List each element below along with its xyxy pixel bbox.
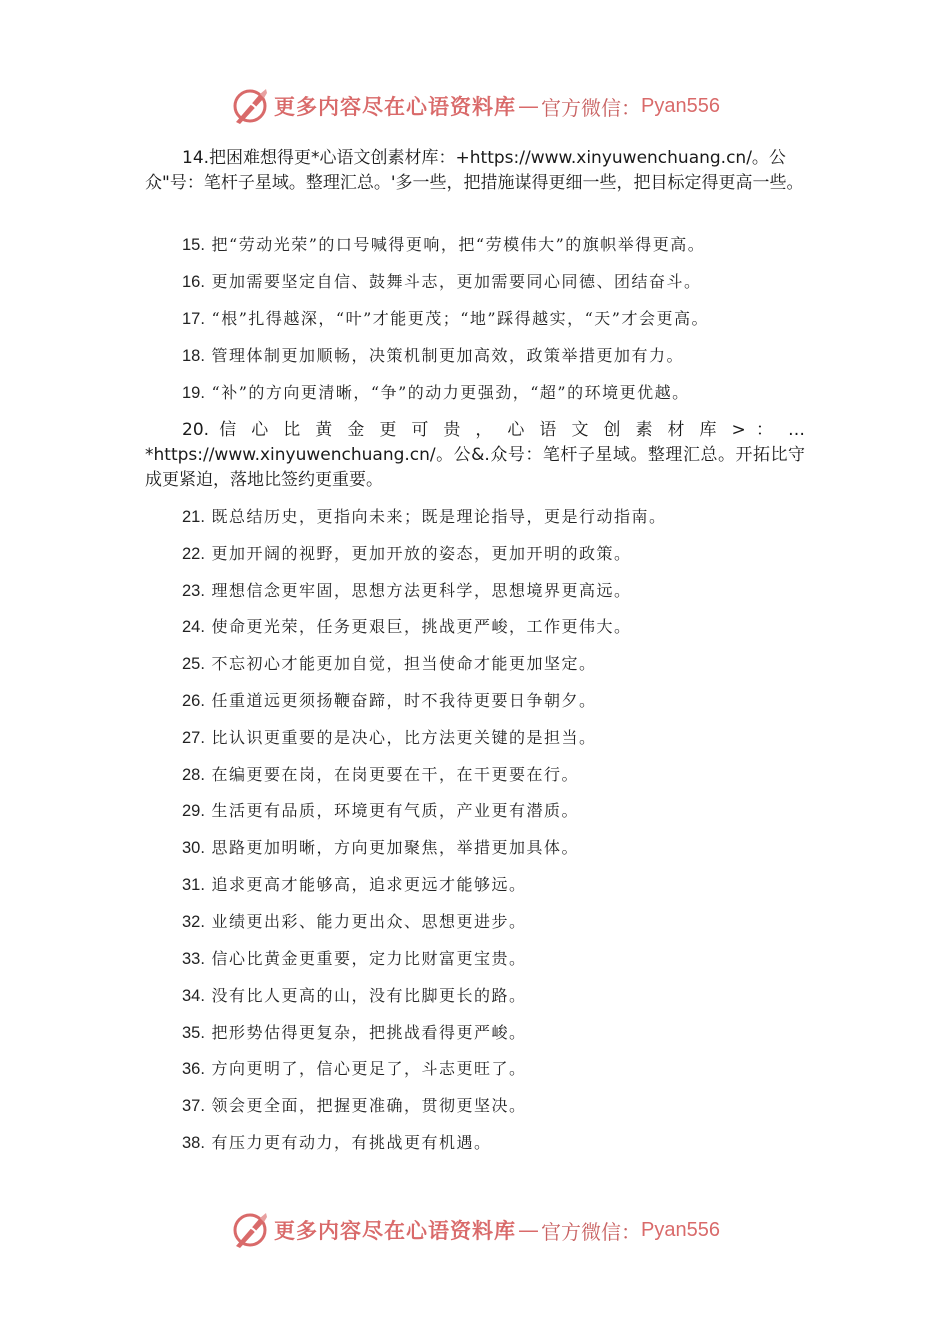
item-number: 32. [182, 913, 205, 931]
item-number: 38. [182, 1134, 205, 1152]
item-text: 信心比黄金更重要，定力比财富更宝贵。 [211, 949, 527, 968]
item-text: 业绩更出彩、能力更出众、思想更进步。 [211, 912, 527, 931]
item-number: 31. [182, 876, 205, 894]
footer-official-label: 官方微信： [541, 1219, 642, 1244]
list-item [182, 653, 822, 675]
list-item [182, 506, 822, 528]
list-item [182, 1058, 822, 1080]
list-item [182, 911, 822, 933]
item-number: 30. [182, 839, 205, 857]
list-item [182, 234, 822, 256]
item-text: 把“劳动光荣”的口号喊得更响，把“劳模伟大”的旗帜举得更高。 [211, 235, 706, 254]
item-number: 26. [182, 692, 205, 710]
item-number: 25. [182, 655, 205, 673]
item-number: 22. [182, 545, 205, 563]
paragraph-14: 14.把困难想得更*心语文创素材库：+https://www.xinyuwenchuang.cn/。公众"号：笔杆子星域。整理汇总。'多一些，把措施谋得更细一些，把目标定得更高一些。 [145, 148, 804, 193]
item-text: 领会更全面，把握更准确，贯彻更坚决。 [211, 1096, 527, 1115]
item-number: 29. [182, 802, 205, 820]
header-wechat-id: Pyan556 [641, 94, 720, 117]
item-number: 33. [182, 950, 205, 968]
item-text: 更加开阔的视野，更加开放的姿态，更加开明的政策。 [211, 544, 632, 563]
header-separator: — [518, 94, 540, 118]
item-text: 在编更要在岗，在岗更要在干，在干更要在行。 [211, 765, 580, 784]
item-text: 理想信念更牢固，思想方法更科学，思想境界更高远。 [211, 581, 632, 600]
item-text: 追求更高才能够高，追求更远才能够远。 [211, 875, 527, 894]
list-item [182, 874, 822, 896]
list-item [182, 616, 822, 638]
item-number: 21. [182, 508, 205, 526]
item-text: “补”的方向更清晰，“争”的动力更强劲，“超”的环境更优越。 [211, 383, 690, 402]
item-text: 思路更加明晰，方向更加聚焦，举措更加具体。 [211, 838, 580, 857]
item-text: 把形势估得更复杂，把挑战看得更严峻。 [211, 1023, 527, 1042]
header-official-label: 官方微信： [541, 95, 642, 120]
list-item [182, 308, 822, 330]
item-text: 任重道远更须扬鞭奋蹄，时不我待更要日争朝夕。 [211, 691, 597, 710]
item-text: 生活更有品质，环境更有气质，产业更有潜质。 [211, 801, 580, 820]
item-number: 17. [182, 310, 205, 328]
item-number: 15. [182, 236, 205, 254]
paragraph-20: 20. 信 心 比 黄 金 更 可 贵 ， 心 语 文 创 素 材 库 > ： … *https://www.xinyuwenchuang.cn/。公&.众号：笔杆子星域。整理汇总。开拓比守成更紧迫，落地比签约更重要。 [145, 420, 805, 490]
item-number: 28. [182, 766, 205, 784]
pen-logo-icon [230, 86, 270, 126]
footer-banner [0, 1208, 950, 1252]
item-number: 36. [182, 1060, 205, 1078]
list-item [182, 1022, 822, 1044]
item-text: 管理体制更加顺畅，决策机制更加高效，政策举措更加有力。 [211, 346, 685, 365]
header-site-name: 更多内容尽在心语资料库 [274, 94, 517, 119]
list-item [182, 837, 822, 859]
item-number: 18. [182, 347, 205, 365]
list-item [182, 580, 822, 602]
footer-site-name: 更多内容尽在心语资料库 [274, 1218, 517, 1243]
list-item [182, 543, 822, 565]
list-item [182, 727, 822, 749]
item-text: 没有比人更高的山，没有比脚更长的路。 [211, 986, 527, 1005]
item-text: 既总结历史，更指向未来；既是理论指导，更是行动指南。 [211, 507, 667, 526]
list-item [182, 764, 822, 786]
list-item [182, 382, 822, 404]
list-item [182, 345, 822, 367]
item-number: 16. [182, 273, 205, 291]
item-number: 19. [182, 384, 205, 402]
item-text: 不忘初心才能更加自觉，担当使命才能更加坚定。 [211, 654, 597, 673]
item-number: 24. [182, 618, 205, 636]
footer-wechat-id: Pyan556 [641, 1218, 720, 1241]
list-item [182, 1095, 822, 1117]
pen-logo-icon [230, 1210, 270, 1250]
item-text: “根”扎得越深，“叶”才能更茂；“地”踩得越实，“天”才会更高。 [211, 309, 709, 328]
item-text: 比认识更重要的是决心，比方法更关键的是担当。 [211, 728, 597, 747]
item-text: 更加需要坚定自信、鼓舞斗志，更加需要同心同德、团结奋斗。 [211, 272, 702, 291]
list-item [182, 1132, 822, 1154]
item-number: 37. [182, 1097, 205, 1115]
list-item [182, 800, 822, 822]
header-banner [0, 84, 950, 128]
list-item [182, 690, 822, 712]
list-item [182, 271, 822, 293]
item-number: 34. [182, 987, 205, 1005]
item-number: 23. [182, 582, 205, 600]
item-text: 有压力更有动力，有挑战更有机遇。 [211, 1133, 492, 1152]
list-item [182, 985, 822, 1007]
list-item [182, 948, 822, 970]
item-number: 27. [182, 729, 205, 747]
item-text: 使命更光荣，任务更艰巨，挑战更严峻，工作更伟大。 [211, 617, 632, 636]
footer-separator: — [518, 1218, 540, 1242]
item-text: 方向更明了，信心更足了，斗志更旺了。 [211, 1059, 527, 1078]
item-number: 35. [182, 1024, 205, 1042]
